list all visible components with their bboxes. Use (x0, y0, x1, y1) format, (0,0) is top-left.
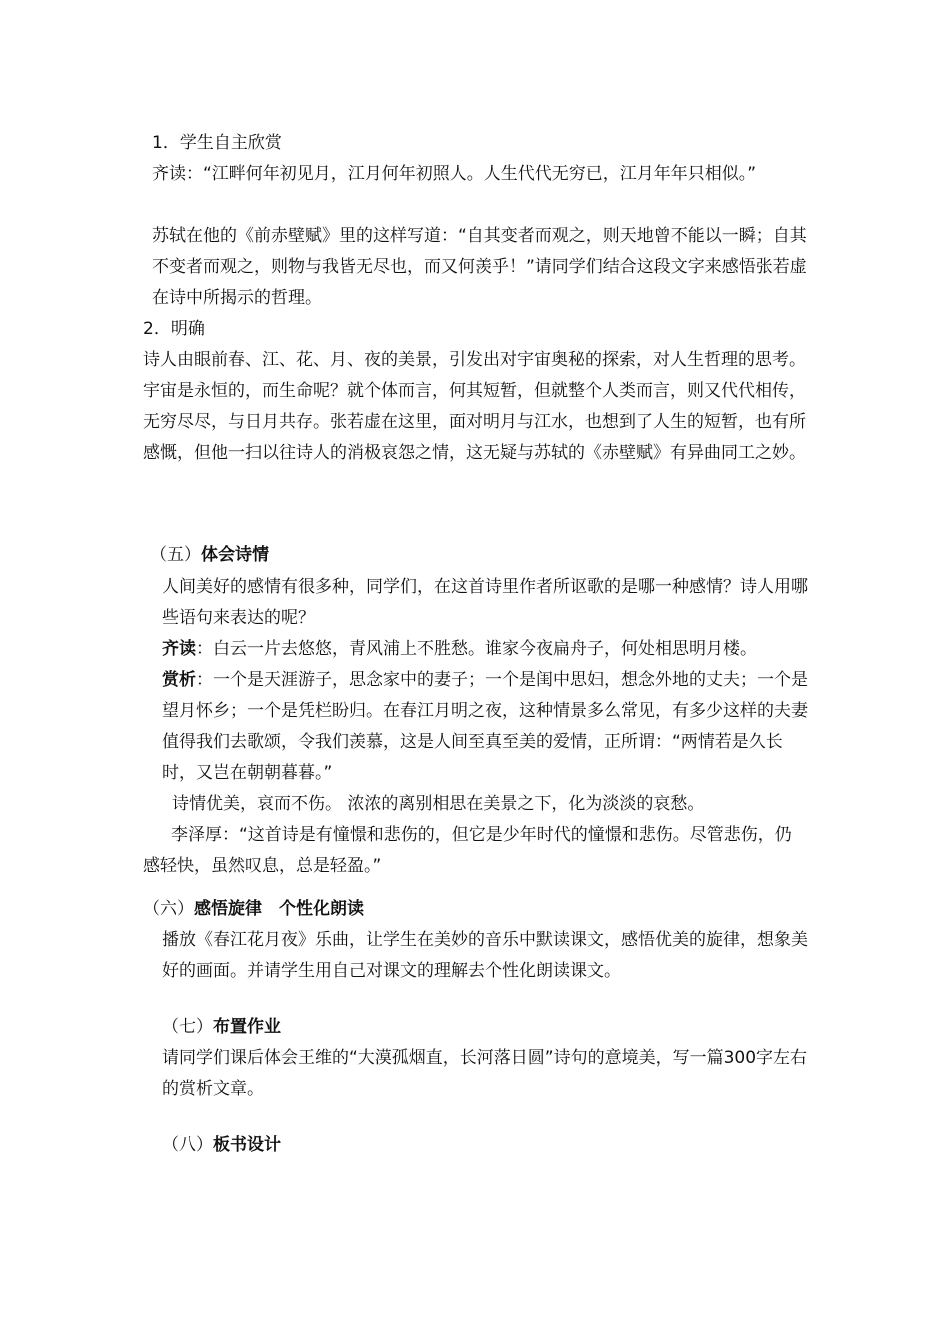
clarify-paragraph: 诗人由眼前春、江、花、月、夜的美景，引发出对宇宙奥秘的探索，对人生哲理的思考。宇宙是永恒的，而生命呢？就个体而言，何其短暂，但就整个人类而言，则又代代相传，无穷尽尽，与日月共存。张若虚在这里，面对明月与江水，也想到了人生的短暂，也有所感慨，但他一扫以往诗人的消极哀怨之情，这无疑与苏轼的《赤壁赋》有异曲同工之妙。 (143, 350, 806, 463)
section-7-number: （七） (162, 1017, 213, 1037)
section-8-heading (162, 1130, 808, 1161)
section-5-analysis (162, 665, 808, 789)
section-5-heading (150, 540, 800, 571)
section-5-intro: 人间美好的感情有很多种，同学们，在这首诗里作者所讴歌的是哪一种感情？诗人用哪些语句来表达的呢？ (162, 577, 808, 628)
item-2-label: 2．明确 (143, 319, 205, 339)
analysis-text: ：一个是天涯游子，思念家中的妻子；一个是闺中思妇，想念外地的丈夫；一个是望月怀乡；一个是凭栏盼归。在春江月明之夜，这种情景多么常见，有多少这样的夫妻值得我们去歌颂，令我们羡慕，这是人间至真至美的爱情，正所谓：“两情若是久长时，又岂在朝朝暮暮。” (162, 670, 808, 783)
section-6-title: 感悟旋律 个性化朗读 (194, 899, 364, 919)
recite-label: 齐读 (162, 639, 196, 659)
section-5-recite (162, 634, 808, 665)
section-5-number: （五） (150, 545, 201, 565)
recite-text: ：白云一片去悠悠，青风浦上不胜愁。谁家今夜扁舟子，何处相思明月楼。 (196, 639, 757, 659)
poetic-summary: 诗情优美，哀而不伤。 浓浓的离别相思在美景之下，化为淡淡的哀愁。 (172, 794, 705, 814)
section-6-heading (143, 894, 793, 925)
item-1-label: 1．学生自主欣赏 (152, 133, 282, 153)
section-7-heading (162, 1012, 808, 1043)
section-8-number: （八） (162, 1135, 213, 1155)
section-6-number: （六） (143, 899, 194, 919)
section-5-title: 体会诗情 (201, 545, 269, 565)
section-6-text: 播放《春江花月夜》乐曲，让学生在美妙的音乐中默读课文，感悟优美的旋律，想象美好的画面。并请学生用自己对课文的理解去个性化朗读课文。 (162, 930, 808, 981)
section-8-title: 板书设计 (213, 1135, 281, 1155)
section-7-title: 布置作业 (213, 1017, 281, 1037)
section-7-text: 请同学们课后体会王维的“大漠孤烟直，长河落日圆”诗句的意境美，写一篇300字左右的赏析文章。 (162, 1048, 808, 1099)
analysis-label: 赏析 (162, 670, 196, 690)
recite-paragraph: 齐读：“江畔何年初见月，江月何年初照人。人生代代无穷已，江月年年只相似。” (152, 164, 757, 184)
su-shi-paragraph: 苏轼在他的《前赤壁赋》里的这样写道：“自其变者而观之，则天地曾不能以一瞬；自其不变者而观之，则物与我皆无尽也，而又何羡乎！”请同学们结合这段文字来感悟张若虚在诗中所揭示的哲理。 (152, 226, 807, 308)
li-zehou-quote: 李泽厚：“这首诗是有憧憬和悲伤的，但它是少年时代的憧憬和悲伤。尽管悲伤，仍感轻快，虽然叹息，总是轻盈。” (143, 825, 792, 876)
